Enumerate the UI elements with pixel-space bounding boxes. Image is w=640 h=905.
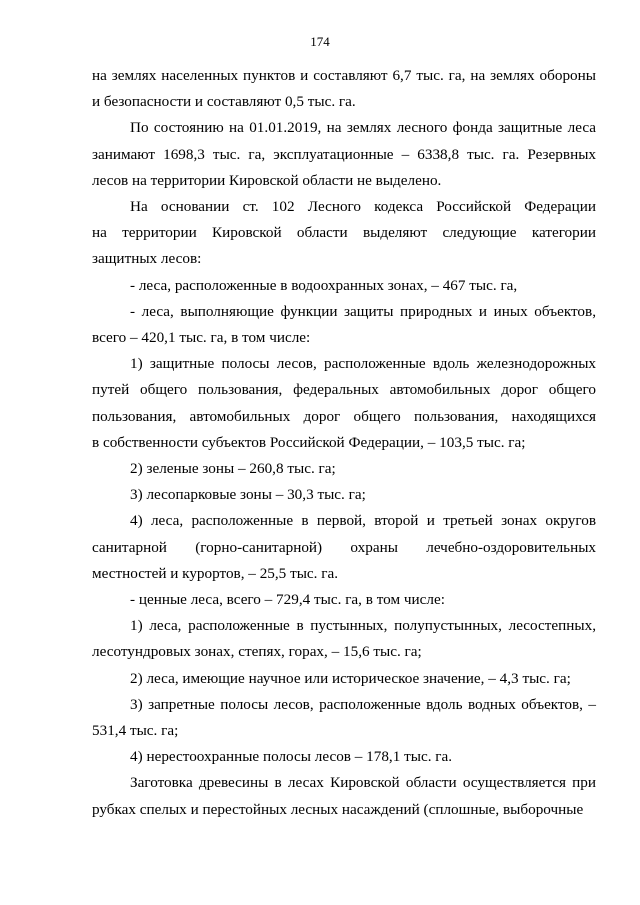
paragraph: [92, 508, 596, 587]
paragraph: [92, 692, 596, 744]
text-line: и безопасности и составляют 0,5 тыс. га.: [92, 93, 356, 111]
paragraph: [92, 456, 596, 482]
text-line: лесотундровых зонах, степях, горах, – 15,6 тыс. га;: [92, 643, 422, 661]
paragraph: [92, 115, 596, 194]
text-line: санитарной (горно-санитарной) охраны лечебно-оздоровительных: [92, 538, 596, 556]
text-line: пользования, автомобильных дорог общего пользования, находящихся: [92, 407, 596, 425]
text-line: 2) зеленые зоны – 260,8 тыс. га;: [130, 460, 336, 478]
text-line: - леса, выполняющие функции защиты природных и иных объектов,: [130, 302, 596, 320]
text-line: 4) леса, расположенные в первой, второй и третьей зонах округов: [130, 512, 596, 530]
text-line: На основании ст. 102 Лесного кодекса Российской Федерации: [130, 198, 596, 216]
paragraph: [92, 666, 596, 692]
page-number: 174: [310, 34, 330, 49]
document-body: [92, 63, 596, 823]
paragraph: [92, 299, 596, 351]
text-line: на территории Кировской области выделяют следующие категории: [92, 224, 596, 242]
text-line: путей общего пользования, федеральных автомобильных дорог общего: [92, 381, 596, 399]
paragraph: [92, 482, 596, 508]
text-line: защитных лесов:: [92, 250, 202, 268]
text-line: рубках спелых и перестойных лесных насаждений (сплошные, выборочные: [92, 800, 584, 818]
text-line: - ценные леса, всего – 729,4 тыс. га, в том числе:: [130, 591, 445, 609]
text-line: лесов на территории Кировской области не выделено.: [92, 171, 442, 189]
text-line: всего – 420,1 тыс. га, в том числе:: [92, 329, 311, 347]
text-line: 1) леса, расположенные в пустынных, полупустынных, лесостепных,: [130, 617, 596, 635]
paragraph: [92, 351, 596, 456]
text-line: занимают 1698,3 тыс. га, эксплуатационные – 6338,8 тыс. га. Резервных: [92, 145, 596, 163]
text-line: на землях населенных пунктов и составляют 6,7 тыс. га, на землях обороны: [92, 67, 596, 84]
paragraph: [92, 194, 596, 273]
text-line: 3) запретные полосы лесов, расположенные вдоль водных объектов, –: [130, 695, 596, 713]
paragraph: [92, 744, 596, 770]
text-line: в собственности субъектов Российской Федерации, – 103,5 тыс. га;: [92, 433, 526, 451]
text-line: 4) нерестоохранные полосы лесов – 178,1 тыс. га.: [130, 748, 453, 766]
text-line: 3) лесопарковые зоны – 30,3 тыс. га;: [130, 486, 366, 504]
text-line: 2) леса, имеющие научное или историческое значение, – 4,3 тыс. га;: [130, 669, 571, 687]
text-line: - леса, расположенные в водоохранных зонах, – 467 тыс. га,: [130, 276, 518, 294]
text-line: 1) защитные полосы лесов, расположенные вдоль железнодорожных: [130, 355, 596, 373]
text-line: местностей и курортов, – 25,5 тыс. га.: [92, 564, 339, 582]
text-line: По состоянию на 01.01.2019, на землях лесного фонда защитные леса: [130, 119, 596, 137]
text-line: Заготовка древесины в лесах Кировской области осуществляется при: [130, 774, 596, 792]
paragraph: [92, 613, 596, 665]
paragraph: [92, 587, 596, 613]
text-line: 531,4 тыс. га;: [92, 722, 179, 740]
paragraph: [92, 273, 596, 299]
paragraph: [92, 63, 596, 115]
paragraph: [92, 770, 596, 822]
